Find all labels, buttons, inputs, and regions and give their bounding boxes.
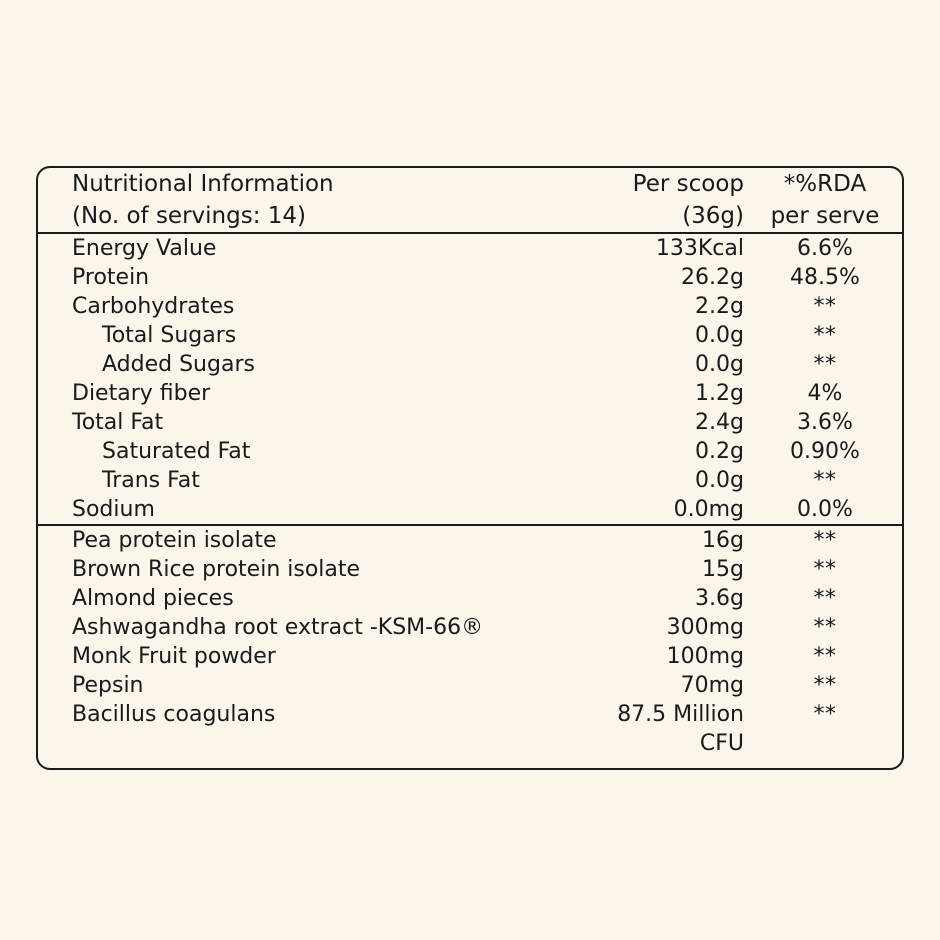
header-per-serving-cell [568, 168, 748, 232]
nutrition-facts-panel [36, 166, 904, 770]
table-row [38, 379, 902, 408]
table-row [38, 263, 902, 292]
header-rda-cell [748, 168, 902, 232]
row-rda: 4% [807, 381, 843, 406]
table-row [38, 321, 902, 350]
row-label: Saturated Fat [102, 439, 251, 464]
header-per-serving-line1: Per scoop [632, 171, 744, 197]
table-row [38, 495, 902, 524]
table-row [38, 555, 902, 584]
table-row [38, 466, 902, 495]
table-row [38, 526, 902, 555]
row-label: Ashwagandha root extract -KSM-66® [72, 615, 484, 640]
row-label: Carbohydrates [72, 294, 235, 319]
row-label: Trans Fat [102, 468, 200, 493]
row-rda: ** [813, 702, 837, 727]
table-row [38, 671, 902, 700]
row-label: Monk Fruit powder [72, 644, 276, 669]
header-rda-line1: *%RDA [783, 171, 867, 197]
row-value: 0.2g [695, 439, 744, 464]
table-row [38, 234, 902, 263]
table-row [38, 292, 902, 321]
row-value: 0.0g [695, 323, 744, 348]
row-rda: ** [813, 644, 837, 669]
row-rda: ** [813, 294, 837, 319]
row-value: 87.5 Million CFU [617, 702, 744, 756]
row-rda: 0.0% [797, 497, 853, 522]
table-row [38, 584, 902, 613]
row-value: 0.0g [695, 468, 744, 493]
row-label: Total Sugars [102, 323, 237, 348]
row-label: Brown Rice protein isolate [72, 557, 361, 582]
table-row [38, 408, 902, 437]
header-title-cell [38, 168, 568, 232]
row-rda: 3.6% [797, 410, 853, 435]
row-label: Dietary fiber [72, 381, 211, 406]
row-value: 3.6g [695, 586, 744, 611]
row-label: Sodium [72, 497, 155, 522]
row-value: 1.2g [695, 381, 744, 406]
row-value: 16g [702, 528, 744, 553]
row-rda: 6.6% [797, 236, 853, 261]
row-value: 0.0g [695, 352, 744, 377]
row-rda: ** [813, 586, 837, 611]
row-value: 15g [702, 557, 744, 582]
row-value: 133Kcal [655, 236, 744, 261]
row-rda: 48.5% [790, 265, 860, 290]
row-label: Almond pieces [72, 586, 234, 611]
header-title-line2: (No. of servings: 14) [72, 203, 306, 229]
header-title-line1: Nutritional Information [72, 171, 334, 197]
row-value: 70mg [680, 673, 744, 698]
row-rda: 0.90% [790, 439, 860, 464]
table-row [38, 700, 902, 758]
header-per-serving-line2: (36g) [682, 203, 744, 229]
row-label: Bacillus coagulans [72, 702, 276, 727]
row-value: 300mg [666, 615, 744, 640]
nutrition-table [38, 168, 902, 758]
row-label: Protein [72, 265, 150, 290]
row-value: 0.0mg [673, 497, 744, 522]
row-label: Energy Value [72, 236, 217, 261]
row-rda: ** [813, 673, 837, 698]
row-label: Pea protein isolate [72, 528, 277, 553]
table-row [38, 350, 902, 379]
table-header-row [38, 168, 902, 232]
row-label: Total Fat [72, 410, 164, 435]
row-rda: ** [813, 557, 837, 582]
table-row [38, 613, 902, 642]
row-value: 100mg [666, 644, 744, 669]
row-value: 2.4g [695, 410, 744, 435]
row-label: Added Sugars [102, 352, 255, 377]
table-row [38, 642, 902, 671]
row-rda: ** [813, 468, 837, 493]
row-value: 2.2g [695, 294, 744, 319]
row-rda: ** [813, 528, 837, 553]
row-value: 26.2g [681, 265, 744, 290]
row-label: Pepsin [72, 673, 144, 698]
header-rda-line2: per serve [770, 203, 880, 229]
row-rda: ** [813, 323, 837, 348]
row-rda: ** [813, 615, 837, 640]
table-row [38, 437, 902, 466]
row-rda: ** [813, 352, 837, 377]
